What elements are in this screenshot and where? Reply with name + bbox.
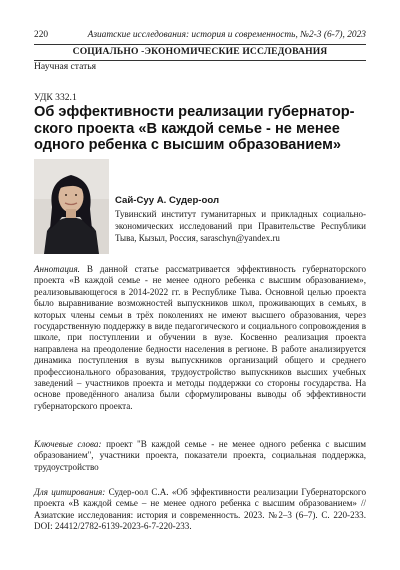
abstract-text: В данной статье рассматривается эффективность губернаторского проекта «В каждой семье - не менее одного ребенка с высшим образованием», реализовывающегося в 2014-2022 гг. в Республике Тыва. Основной целью проекта было выравнивание возможностей выпускников школ, проживающих в семьях, в которых члены семьи в трёх поколениях не имеют высшего образования, через государственную поддержку в виде педагогического и социального сопровождения в школе, при поступлении и обучении в вузе. Косвенно реализация проекта направлена на преодоление бедности населения в регионе. В работе анализируется динамика поступления в вузы выпускников организаций общего и среднего профессионального образования, трудоустройство выпускников высших учебных заведений – участников проекта и методы поддержки со стороны государства. На основе проведённого анализа были сформулированы выводы об эффективности губернаторского проекта.	[34, 264, 366, 411]
journal-title: Азиатские исследования: история и современность, №2-3 (6-7), 2023	[87, 30, 366, 40]
keywords	[34, 439, 366, 473]
header-rule	[34, 44, 366, 45]
author-name: Сай-Суу А. Судер-оол	[115, 195, 220, 206]
article-title: Об эффективности реализации губернатор-ского проекта «В каждой семье - не менее одного ребенка с высшим образованием»	[34, 104, 355, 154]
abstract-label: Аннотация.	[34, 264, 80, 274]
section-heading: СОЦИАЛЬНО -ЭКОНОМИЧЕСКИЕ ИССЛЕДОВАНИЯ	[72, 46, 328, 57]
article-type: Научная статья	[34, 61, 97, 72]
author-affiliation: Тувинский институт гуманитарных и прикладных социально-экономических исследований при Правительстве Республики Тыва, Кызыл, Россия, saraschyn@yandex.ru	[115, 209, 366, 243]
udk-code: УДК 332.1	[34, 92, 77, 103]
abstract	[34, 264, 366, 412]
author-block	[115, 195, 366, 244]
keywords-text: проект "В каждой семье - не менее одного ребенка с высшим образованием", участники проекта, показатели проекта, социальная поддержка, трудоустройство	[34, 439, 366, 472]
author-portrait-image	[34, 159, 109, 254]
citation	[34, 487, 366, 533]
page-number: 220	[34, 30, 49, 40]
keywords-label: Ключевые слова:	[34, 439, 102, 449]
citation-text: Судер-оол С.А. «Об эффективности реализации Губернаторского проекта «В каждой семье – не менее одного ребенка с высшим образованием» // Азиатские исследования: история и современность. 2023. №2–3 (6–7). С. 220-233. DOI: 24412/2782-6139-2023-6-7-220-233.	[34, 487, 366, 532]
running-header	[34, 28, 366, 42]
author-photo	[34, 159, 109, 254]
citation-label: Для цитирования:	[34, 487, 106, 497]
